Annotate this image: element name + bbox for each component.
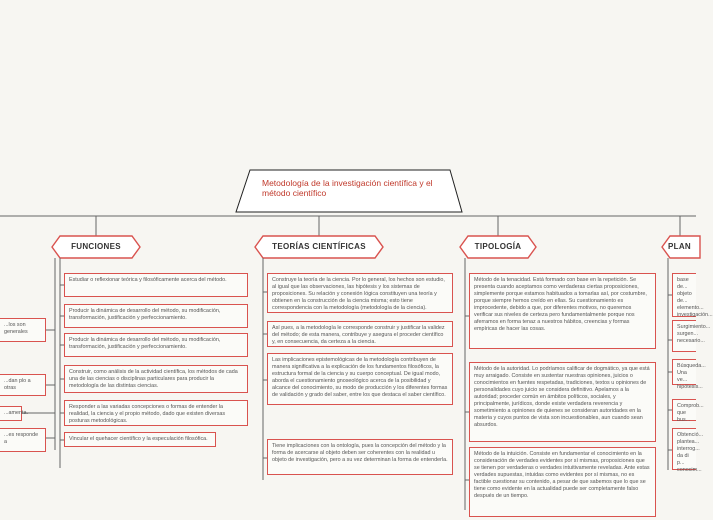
funciones-note-5[interactable]: Responder a las variadas concepciones o formas de entender la realidad, la ciencia y el propio método, dado que existen diversas posturas metodológicas.: [64, 400, 248, 426]
funciones-note-3[interactable]: Producir la dinámica de desarrollo del método, su modificación, transformación, justificación y perfeccionamiento.: [64, 333, 248, 357]
plan-note-4[interactable]: Comprob... que bus...: [672, 399, 696, 421]
teorias-note-2[interactable]: Así pues, a la metodología le corresponde construir y justificar la validez del método; de esta manera, contribuye y asegura el proceder científico y, en consecuencia, da certeza a la ciencia.: [267, 321, 453, 347]
teorias-note-4[interactable]: Tiene implicaciones con la ontología, pues la concepción del método y la forma de acercarse al objeto deben ser coherentes con la realidad u objeto de investigación, pero a su vez determinan la forma de entenderla.: [267, 439, 453, 475]
category-tipologia[interactable]: TIPOLOGÍA: [474, 242, 522, 251]
funciones-note-1[interactable]: Estudiar o reflexionar teórica y filosóficamente acerca del método.: [64, 273, 248, 297]
funciones-note-6[interactable]: Vincular el quehacer científico y la especulación filosófica.: [64, 432, 216, 447]
tipologia-note-1[interactable]: Método de la tenacidad. Está formado con base en la repetición. Se presenta cuando aceptamos como verdaderas ciertas proposiciones, simplemente porque estamos habituados a tomarlas así, por costumbre, porque siempre hemos creído en ellas. Su cuestionamiento es improcedente, debido a que, por diferentes motivos, no queremos verificar sus niveles de certeza pero fundamentalmente porque nos aferramos en forma tenaz a nuestros hábitos, creencias y formas empíricas de hacer las cosas.: [469, 273, 656, 349]
plan-note-2[interactable]: Surgimiento... surgen... necesario...: [672, 320, 696, 352]
plan-note-3[interactable]: Búsqueda... Una ve... hipótesis...: [672, 359, 696, 385]
plan-note-1[interactable]: base de... objeto de... elemento... investigación...: [672, 273, 696, 317]
left-fragment-1[interactable]: ...los son generales: [0, 318, 46, 342]
category-planificacion[interactable]: PLAN: [668, 242, 691, 251]
tipologia-note-2[interactable]: Método de la autoridad. Lo podríamos calificar de dogmático, ya que está muy arraigado. Consiste en sustentar nuestras opiniones, juicios o conocimientos en fuentes respetadas, tradiciones, textos u opiniones de personalidades cuyo juicio se considera definitivo. Apelamos a la autoridad; proceder común en ámbitos políticos, sociales, y principalmente, jurídicos, donde existe verdadera reverencia y sometimiento a opiniones de quienes se consideran autoridades en la materia y cuyos puntos de vista son incuestionables, aun cuando sean absurdos.: [469, 362, 656, 442]
teorias-note-3[interactable]: Las implicaciones epistemológicas de la metodología contribuyen de manera significativa a la explicación de los fundamentos filosóficos, la estructura formal de la ciencia y su cuerpo conceptual. De igual modo, aborda el cuestionamiento gnoseológico acerca de la posibilidad y alcance del conocimiento, su modo de producción y los diferentes formas de validación y grado del saber, entre los que destaca el saber científico.: [267, 353, 453, 405]
category-funciones[interactable]: FUNCIONES: [71, 242, 121, 251]
map-title[interactable]: Metodología de la investigación científica y el método científico: [262, 178, 433, 198]
left-fragment-2[interactable]: ...dan plo a otras: [0, 374, 46, 396]
left-fragment-3[interactable]: ...amenta.: [0, 406, 22, 421]
left-fragment-4[interactable]: ...es responde a: [0, 428, 46, 452]
category-teorias-cientificas[interactable]: TEORÍAS CIENTÍFICAS: [272, 242, 366, 251]
funciones-note-4[interactable]: Construir, como análisis de la actividad científica, los métodos de cada una de las ciencias o disciplinas particulares para producir la metodología de las distintas ciencias.: [64, 365, 248, 393]
plan-note-5[interactable]: Obtenció... plantea... interrog... da di p... conocim...: [672, 428, 696, 470]
tipologia-note-3[interactable]: Método de la intuición. Consiste en fundamentar el conocimiento en la consideración de verdades evidentes por sí mismas, proposiciones que se tienen por verdaderas o verdades intuitivamente reveladas. Ante estas verdades supuestas, intuidas como evidentes por sí mismas, no es factible cuestionar su contenido, a pesar de que sabemos que lo que se tiene como evidente en la actualidad puede ser completamente falso después de un tiempo.: [469, 447, 656, 517]
teorias-note-1[interactable]: Construye la teoría de la ciencia. Por lo general, los hechos son estudio, al igual que las observaciones, las hipótesis y los sistemas de proposiciones. Su relación y conexión lógica constituyen una teoría y obtienen en la construcción de la ciencia misma; esto tiene correspondencia con la metodología (metodología de la ciencia).: [267, 273, 453, 313]
funciones-note-2[interactable]: Producir la dinámica de desarrollo del método, su modificación, transformación, justificación y perfeccionamiento.: [64, 304, 248, 328]
